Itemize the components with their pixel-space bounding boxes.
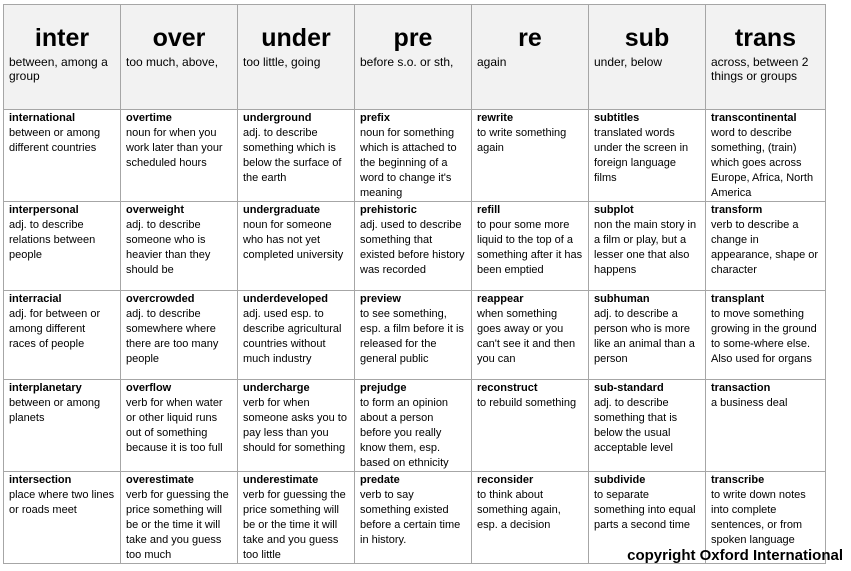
example-word: undergraduate (243, 204, 321, 216)
word-definition: noun for someone who has not yet completed university (243, 219, 344, 261)
word-cell (355, 472, 472, 564)
word-definition: to rebuild something (477, 397, 577, 409)
example-word: reappear (477, 293, 524, 305)
word-definition: to think about something again, esp. a decision (477, 489, 561, 531)
word-cell (706, 380, 826, 472)
header-cell (706, 5, 826, 110)
example-word: overweight (126, 204, 185, 216)
example-word: transcontinental (711, 112, 797, 124)
word-cell (121, 202, 238, 291)
example-word: overflow (126, 382, 172, 394)
example-word: refill (477, 204, 501, 216)
table-row (4, 291, 826, 380)
example-word: intersection (9, 474, 72, 486)
word-cell (238, 110, 355, 202)
header-cell (121, 5, 238, 110)
example-word: underdeveloped (243, 293, 328, 305)
word-definition: to write something again (477, 127, 567, 154)
word-definition: to form an opinion about a person before you really know them, esp. based on ethnicity (360, 397, 449, 469)
example-word: underground (243, 112, 312, 124)
example-word: interracial (9, 293, 62, 305)
prefix-word: inter (34, 24, 90, 52)
prefix-word: trans (734, 24, 797, 52)
prefix-meaning: across, between 2 things or groups (711, 55, 809, 83)
word-cell (238, 380, 355, 472)
example-word: international (9, 112, 76, 124)
word-cell (4, 472, 121, 564)
word-definition: adj. to describe something that is below the usual acceptable level (594, 397, 678, 454)
table-row (4, 380, 826, 472)
word-cell (121, 472, 238, 564)
header-cell (238, 5, 355, 110)
word-cell (472, 291, 589, 380)
word-definition: when something goes away or you can't see it and then you can (477, 308, 576, 365)
table-row (4, 202, 826, 291)
word-definition: to separate something into equal parts a second time (594, 489, 696, 531)
word-definition: to pour some more liquid to the top of a something after it has been emptied (477, 219, 583, 276)
example-word: predate (360, 474, 400, 486)
example-word: reconsider (477, 474, 534, 486)
word-definition: to see something, esp. a film before it is released for the general public (360, 308, 464, 365)
example-word: transaction (711, 382, 771, 394)
header-cell (4, 5, 121, 110)
word-cell (589, 291, 706, 380)
table-row (4, 110, 826, 202)
word-cell (472, 472, 589, 564)
prefix-meaning: too much, above, (126, 55, 219, 69)
word-definition: between or among different countries (9, 127, 101, 154)
prefix-word: pre (393, 24, 433, 52)
word-cell (4, 110, 121, 202)
word-cell (238, 291, 355, 380)
word-definition: verb to say something existed before a certain time in history. (360, 489, 461, 546)
prefix-meaning: between, among a group (9, 55, 108, 83)
example-word: rewrite (477, 112, 514, 124)
word-definition: verb to describe a change in appearance, shape or character (711, 219, 819, 276)
word-definition: between or among planets (9, 397, 101, 424)
word-cell (706, 202, 826, 291)
word-cell (589, 202, 706, 291)
word-definition: translated words under the screen in foreign language films (594, 127, 689, 184)
word-definition: verb for when someone asks you to pay less than you should for something (243, 397, 347, 454)
prefix-word: sub (624, 24, 670, 52)
word-definition: verb for guessing the price something will be or the time it will take and you guess too little (243, 489, 346, 561)
word-cell (238, 202, 355, 291)
example-word: prefix (360, 112, 390, 124)
word-cell (472, 110, 589, 202)
example-word: sub-standard (594, 382, 664, 394)
example-word: overestimate (126, 474, 194, 486)
example-word: underestimate (243, 474, 319, 486)
word-cell (238, 472, 355, 564)
word-definition: adj. for between or among different races of people (9, 308, 101, 350)
example-word: reconstruct (477, 382, 538, 394)
prefix-meaning: before s.o. or sth, (360, 55, 454, 69)
header-cell (355, 5, 472, 110)
word-cell (706, 291, 826, 380)
example-word: subtitles (594, 112, 640, 124)
word-definition: verb for when water or other liquid runs out of something because it is too full (126, 397, 223, 454)
word-cell (121, 110, 238, 202)
word-definition: non the main story in a film or play, but a lesser one that also happens (594, 219, 697, 276)
example-word: transform (711, 204, 763, 216)
header-cell (472, 5, 589, 110)
prefix-meaning: under, below (594, 55, 663, 69)
word-cell (355, 110, 472, 202)
word-cell (355, 202, 472, 291)
example-word: overtime (126, 112, 172, 124)
example-word: transcribe (711, 474, 765, 486)
prefix-table (3, 4, 826, 564)
word-definition: to move something growing in the ground to some-where else. Also used for organs (711, 308, 817, 365)
word-definition: place where two lines or roads meet (9, 489, 115, 516)
word-definition: adj. to describe relations between people (9, 219, 96, 261)
prefix-word: under (261, 24, 331, 52)
word-cell (706, 110, 826, 202)
example-word: undercharge (243, 382, 310, 394)
copyright-notice: copyright Oxford International (627, 547, 843, 564)
prefix-word: re (518, 24, 542, 52)
word-cell (355, 380, 472, 472)
word-definition: adj. to describe something which is below the surface of the earth (243, 127, 342, 184)
prefix-meaning: again (477, 55, 507, 69)
example-word: interpersonal (9, 204, 79, 216)
word-cell (4, 291, 121, 380)
word-cell (472, 202, 589, 291)
example-word: subhuman (594, 293, 650, 305)
word-cell (589, 110, 706, 202)
example-word: overcrowded (126, 293, 195, 305)
example-word: prejudge (360, 382, 407, 394)
word-definition: adj. used to describe something that existed before history was recorded (360, 219, 465, 276)
example-word: transplant (711, 293, 765, 305)
header-row (4, 5, 826, 110)
prefix-word: over (152, 24, 206, 52)
header-cell (589, 5, 706, 110)
word-definition: a business deal (711, 397, 788, 409)
word-cell (4, 202, 121, 291)
word-definition: word to describe something, (train) which goes across Europe, Africa, North America (711, 127, 814, 199)
example-word: prehistoric (360, 204, 417, 216)
word-definition: adj. to describe a person who is more like an animal than a person (594, 308, 695, 365)
word-cell (121, 380, 238, 472)
word-definition: noun for when you work later than your scheduled hours (126, 127, 223, 169)
word-definition: adj. to describe somewhere where there are too many people (126, 308, 219, 365)
word-definition: noun for something which is attached to the beginning of a word to change it's meaning (360, 127, 457, 199)
word-definition: verb for guessing the price something will be or the time it will take and you guess too much (126, 489, 229, 561)
word-cell (472, 380, 589, 472)
prefix-meaning: too little, going (243, 55, 321, 69)
example-word: subplot (594, 204, 634, 216)
word-cell (4, 380, 121, 472)
word-definition: adj. to describe someone who is heavier than they should be (126, 219, 211, 276)
word-definition: to write down notes into complete sentences, or from spoken language (711, 489, 806, 546)
example-word: interplanetary (9, 382, 82, 394)
example-word: subdivide (594, 474, 646, 486)
word-cell (589, 380, 706, 472)
table-body (4, 110, 826, 564)
example-word: preview (360, 293, 401, 305)
word-definition: adj. used esp. to describe agricultural countries without much industry (243, 308, 342, 365)
word-cell (355, 291, 472, 380)
word-cell (121, 291, 238, 380)
